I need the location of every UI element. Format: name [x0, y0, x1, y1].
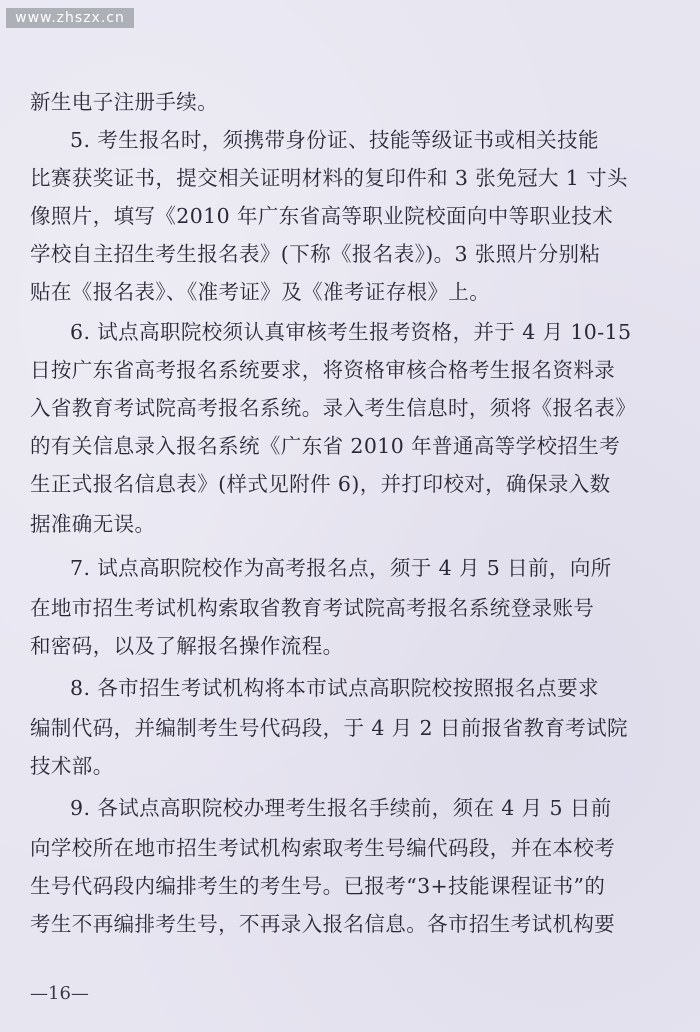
text-line: 5. 考生报名时，须携带身份证、技能等级证书或相关技能 [70, 128, 599, 152]
text-line: 入省教育考试院高考报名系统。录入考生信息时，须将《报名表》 [30, 396, 637, 420]
text-line: 像照片，填写《2010 年广东省高等职业院校面向中等职业技术 [30, 204, 614, 228]
text-line: 技术部。 [30, 754, 114, 778]
watermark: www.zhszx.cn [6, 8, 134, 28]
page-number: —16— [30, 983, 89, 1004]
text-line: 新生电子注册手续。 [30, 90, 219, 114]
text-line: 比赛获奖证书，提交相关证明材料的复印件和 3 张免冠大 1 寸头 [30, 166, 628, 190]
text-line: 和密码，以及了解报名操作流程。 [30, 634, 344, 658]
text-line: 在地市招生考试机构索取省教育考试院高考报名系统登录账号 [30, 596, 595, 620]
text-line: 6. 试点高职院校须认真审核考生报考资格，并于 4 月 10-15 [70, 320, 632, 344]
text-line: 8. 各市招生考试机构将本市试点高职院校按照报名点要求 [70, 676, 599, 700]
text-line: 的有关信息录入报名系统《广东省 2010 年普通高等学校招生考 [30, 434, 621, 458]
text-line: 日按广东省高考报名系统要求，将资格审核合格考生报名资料录 [30, 358, 616, 382]
text-line: 9. 各试点高职院校办理考生报名手续前，须在 4 月 5 日前 [70, 796, 612, 820]
text-line: 生号代码段内编排考生的考生号。已报考“3+技能课程证书”的 [30, 874, 606, 898]
text-line: 生正式报名信息表》(样式见附件 6)，并打印校对，确保录入数 [30, 472, 611, 496]
text-line: 贴在《报名表》、《准考证》及《准考证存根》上。 [30, 280, 491, 304]
text-line: 考生不再编排考生号，不再录入报名信息。各市招生考试机构要 [30, 912, 616, 936]
text-line: 7. 试点高职院校作为高考报名点，须于 4 月 5 日前，向所 [70, 556, 612, 580]
text-line: 学校自主招生考生报名表》(下称《报名表》)。3 张照片分别粘 [30, 242, 601, 266]
text-line: 据准确无误。 [30, 512, 156, 536]
text-line: 编制代码，并编制考生号代码段，于 4 月 2 日前报省教育考试院 [30, 716, 628, 740]
text-line: 向学校所在地市招生考试机构索取考生号编代码段，并在本校考 [30, 836, 616, 860]
